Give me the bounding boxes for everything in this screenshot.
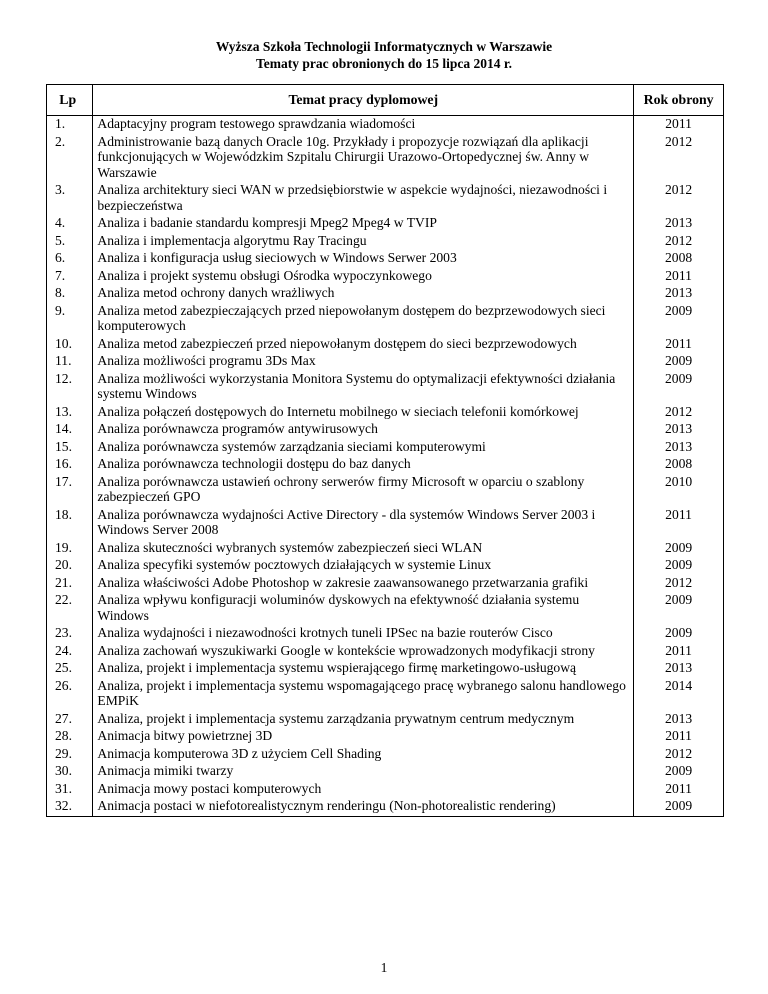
- row-number: 8.: [47, 285, 93, 303]
- table-row: [47, 474, 724, 507]
- row-number: 9.: [47, 303, 93, 336]
- table-header-row: [47, 85, 724, 116]
- table-row: [47, 116, 724, 134]
- defense-year: 2009: [634, 557, 724, 575]
- row-number: 10.: [47, 336, 93, 354]
- thesis-title: Analiza porównawcza systemów zarządzania sieciami komputerowymi: [93, 439, 634, 457]
- table-row: [47, 763, 724, 781]
- thesis-title: Analiza wpływu konfiguracji woluminów dyskowych na efektywność działania systemu Windows: [93, 592, 634, 625]
- row-number: 11.: [47, 353, 93, 371]
- defense-year: 2013: [634, 439, 724, 457]
- thesis-title: Analiza połączeń dostępowych do Internetu mobilnego w sieciach telefonii komórkowej: [93, 404, 634, 422]
- row-number: 3.: [47, 182, 93, 215]
- thesis-title: Animacja mowy postaci komputerowych: [93, 781, 634, 799]
- row-number: 32.: [47, 798, 93, 816]
- row-number: 27.: [47, 711, 93, 729]
- defense-year: 2013: [634, 421, 724, 439]
- table-row: [47, 456, 724, 474]
- row-number: 30.: [47, 763, 93, 781]
- table-row: [47, 678, 724, 711]
- row-number: 20.: [47, 557, 93, 575]
- table-row: [47, 711, 724, 729]
- thesis-title: Analiza, projekt i implementacja systemu wspierającego firmę marketingowo-usługową: [93, 660, 634, 678]
- defense-year: 2009: [634, 353, 724, 371]
- thesis-title: Analiza możliwości wykorzystania Monitora Systemu do optymalizacji efektywności działania systemu Windows: [93, 371, 634, 404]
- row-number: 7.: [47, 268, 93, 286]
- table-row: [47, 746, 724, 764]
- document-header: [0, 38, 768, 72]
- row-number: 13.: [47, 404, 93, 422]
- table-row: [47, 268, 724, 286]
- table-row: [47, 215, 724, 233]
- row-number: 4.: [47, 215, 93, 233]
- thesis-title: Analiza i konfiguracja usług sieciowych w Windows Serwer 2003: [93, 250, 634, 268]
- thesis-title: Analiza zachowań wyszukiwarki Google w kontekście wprowadzonych modyfikacji strony: [93, 643, 634, 661]
- thesis-title: Analiza i projekt systemu obsługi Ośrodka wypoczynkowego: [93, 268, 634, 286]
- thesis-title: Analiza, projekt i implementacja systemu wspomagającego pracę wybranego salonu handlowego EMPiK: [93, 678, 634, 711]
- thesis-title: Administrowanie bazą danych Oracle 10g. Przykłady i propozycje rozwiązań dla aplikacji funkcjonujących w Wojewódzkim Szpitalu Chirurgii Urazowo-Ortopedycznej św. Anny w Warszawie: [93, 134, 634, 183]
- defense-year: 2011: [634, 268, 724, 286]
- row-number: 1.: [47, 116, 93, 134]
- defense-year: 2012: [634, 182, 724, 215]
- column-header-lp: Lp: [47, 85, 93, 116]
- defense-year: 2009: [634, 540, 724, 558]
- thesis-title: Animacja komputerowa 3D z użyciem Cell Shading: [93, 746, 634, 764]
- thesis-title: Animacja bitwy powietrznej 3D: [93, 728, 634, 746]
- column-header-title: Temat pracy dyplomowej: [93, 85, 634, 116]
- row-number: 24.: [47, 643, 93, 661]
- row-number: 6.: [47, 250, 93, 268]
- row-number: 14.: [47, 421, 93, 439]
- table-row: [47, 285, 724, 303]
- defense-year: 2012: [634, 404, 724, 422]
- thesis-title: Analiza porównawcza wydajności Active Directory - dla systemów Windows Server 2003 i Windows Server 2008: [93, 507, 634, 540]
- thesis-title: Analiza metod ochrony danych wrażliwych: [93, 285, 634, 303]
- table-row: [47, 781, 724, 799]
- table-row: [47, 404, 724, 422]
- row-number: 26.: [47, 678, 93, 711]
- table-row: [47, 336, 724, 354]
- defense-year: 2009: [634, 592, 724, 625]
- row-number: 23.: [47, 625, 93, 643]
- thesis-title: Analiza właściwości Adobe Photoshop w zakresie zaawansowanego przetwarzania grafiki: [93, 575, 634, 593]
- row-number: 29.: [47, 746, 93, 764]
- row-number: 16.: [47, 456, 93, 474]
- defense-year: 2009: [634, 303, 724, 336]
- thesis-title: Analiza porównawcza programów antywirusowych: [93, 421, 634, 439]
- table-row: [47, 575, 724, 593]
- thesis-title: Analiza skuteczności wybranych systemów zabezpieczeń sieci WLAN: [93, 540, 634, 558]
- thesis-title: Adaptacyjny program testowego sprawdzania wiadomości: [93, 116, 634, 134]
- thesis-title: Analiza metod zabezpieczeń przed niepowołanym dostępem do sieci bezprzewodowych: [93, 336, 634, 354]
- thesis-title: Analiza i badanie standardu kompresji Mpeg2 Mpeg4 w TVIP: [93, 215, 634, 233]
- table-row: [47, 507, 724, 540]
- defense-year: 2009: [634, 371, 724, 404]
- defense-year: 2013: [634, 660, 724, 678]
- table-row: [47, 134, 724, 183]
- row-number: 15.: [47, 439, 93, 457]
- table-row: [47, 643, 724, 661]
- row-number: 5.: [47, 233, 93, 251]
- table-row: [47, 557, 724, 575]
- page-number: 1: [380, 960, 388, 975]
- thesis-title: Analiza porównawcza ustawień ochrony serwerów firmy Microsoft w oparciu o szablony zabezpieczeń GPO: [93, 474, 634, 507]
- table-row: [47, 625, 724, 643]
- defense-year: 2008: [634, 456, 724, 474]
- table-row: [47, 540, 724, 558]
- defense-year: 2009: [634, 798, 724, 816]
- row-number: 19.: [47, 540, 93, 558]
- defense-year: 2012: [634, 575, 724, 593]
- table-row: [47, 439, 724, 457]
- table-row: [47, 660, 724, 678]
- thesis-title: Analiza i implementacja algorytmu Ray Tracingu: [93, 233, 634, 251]
- defense-year: 2013: [634, 285, 724, 303]
- defense-year: 2014: [634, 678, 724, 711]
- table-row: [47, 421, 724, 439]
- table-row: [47, 353, 724, 371]
- defense-year: 2010: [634, 474, 724, 507]
- row-number: 22.: [47, 592, 93, 625]
- thesis-title: Analiza specyfiki systemów pocztowych działających w systemie Linux: [93, 557, 634, 575]
- defense-year: 2009: [634, 763, 724, 781]
- row-number: 12.: [47, 371, 93, 404]
- defense-year: 2011: [634, 643, 724, 661]
- row-number: 2.: [47, 134, 93, 183]
- thesis-title: Animacja mimiki twarzy: [93, 763, 634, 781]
- row-number: 17.: [47, 474, 93, 507]
- table-row: [47, 728, 724, 746]
- thesis-title: Analiza, projekt i implementacja systemu zarządzania prywatnym centrum medycznym: [93, 711, 634, 729]
- defense-year: 2011: [634, 336, 724, 354]
- thesis-table: [46, 84, 724, 817]
- defense-year: 2008: [634, 250, 724, 268]
- thesis-title: Analiza metod zabezpieczających przed niepowołanym dostępem do bezprzewodowych sieci komputerowych: [93, 303, 634, 336]
- defense-year: 2011: [634, 507, 724, 540]
- defense-year: 2011: [634, 728, 724, 746]
- row-number: 28.: [47, 728, 93, 746]
- table-body: [47, 116, 724, 817]
- table-row: [47, 303, 724, 336]
- document-title: Tematy prac obronionych do 15 lipca 2014 r.: [255, 56, 513, 71]
- row-number: 18.: [47, 507, 93, 540]
- table-row: [47, 592, 724, 625]
- table-row: [47, 233, 724, 251]
- defense-year: 2012: [634, 233, 724, 251]
- thesis-title: Analiza wydajności i niezawodności krotnych tuneli IPSec na bazie routerów Cisco: [93, 625, 634, 643]
- table-row: [47, 798, 724, 816]
- column-header-year: Rok obrony: [634, 85, 724, 116]
- table-row: [47, 250, 724, 268]
- row-number: 25.: [47, 660, 93, 678]
- thesis-title: Animacja postaci w niefotorealistycznym renderingu (Non-photorealistic rendering): [93, 798, 634, 816]
- row-number: 31.: [47, 781, 93, 799]
- table-row: [47, 182, 724, 215]
- defense-year: 2013: [634, 215, 724, 233]
- thesis-title: Analiza porównawcza technologii dostępu do baz danych: [93, 456, 634, 474]
- defense-year: 2012: [634, 746, 724, 764]
- defense-year: 2011: [634, 781, 724, 799]
- defense-year: 2011: [634, 116, 724, 134]
- row-number: 21.: [47, 575, 93, 593]
- thesis-title: Analiza architektury sieci WAN w przedsiębiorstwie w aspekcie wydajności, niezawodności i bezpieczeństwa: [93, 182, 634, 215]
- defense-year: 2013: [634, 711, 724, 729]
- table-row: [47, 371, 724, 404]
- defense-year: 2009: [634, 625, 724, 643]
- thesis-title: Analiza możliwości programu 3Ds Max: [93, 353, 634, 371]
- defense-year: 2012: [634, 134, 724, 183]
- institution-name: Wyższa Szkoła Technologii Informatycznych w Warszawie: [215, 39, 553, 54]
